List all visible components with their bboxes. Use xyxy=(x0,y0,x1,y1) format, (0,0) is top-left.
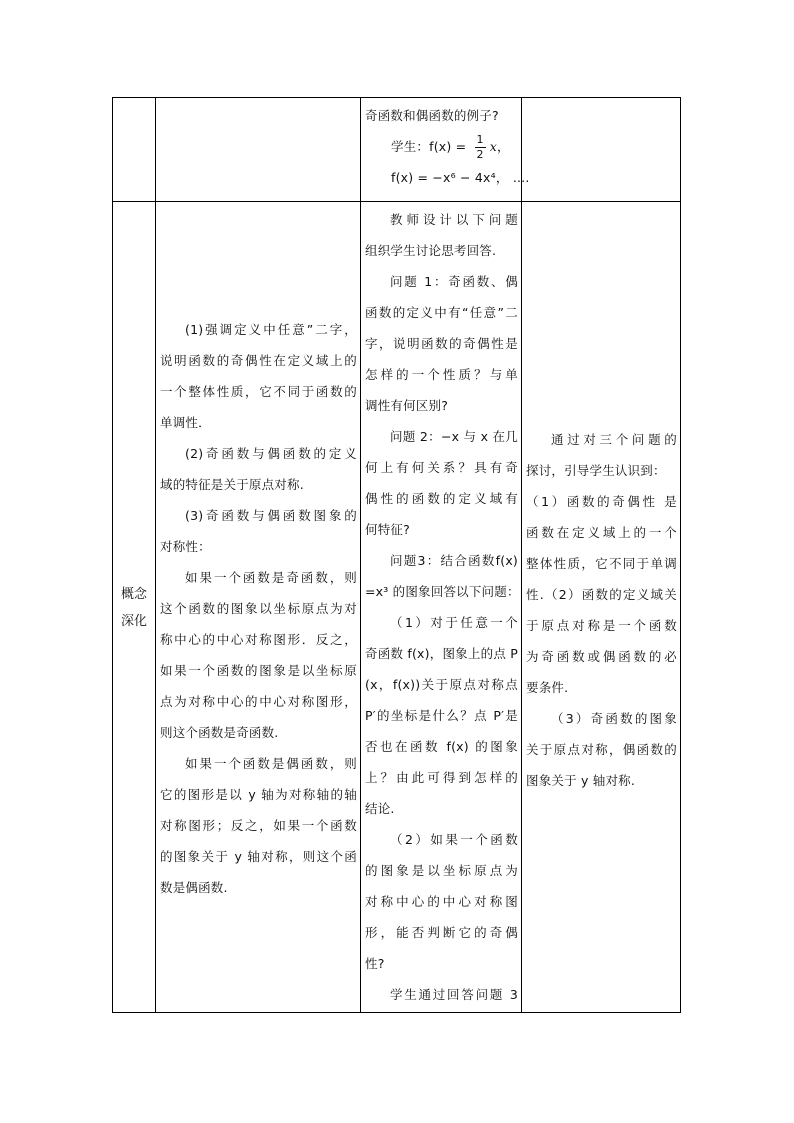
intent-line: 图象关于 y 轴对称. xyxy=(526,773,636,788)
activity-line: 问题3：结合函数f(x) xyxy=(390,553,518,568)
activity-line: 问题 1：奇函数、偶 xyxy=(390,274,518,289)
intent-line: 性.（2）函数的定义域关 xyxy=(526,587,677,602)
teaching-content-cell xyxy=(160,314,357,903)
content-line: 它的图形是以 y 轴为对称轴的轴 xyxy=(160,787,357,802)
intent-line: 函数在定义域上的一个 xyxy=(526,525,677,540)
activity-line: P′的坐标是什么？点 P′是 xyxy=(365,708,518,723)
content-line: 数是偶函数. xyxy=(160,880,228,895)
example-question: 奇函数和偶函数的例子? xyxy=(365,108,499,123)
content-line: 如果一个函数的图象是以坐标原 xyxy=(160,663,357,678)
content-line: 的图象关于 y 轴对称，则这个函 xyxy=(160,849,357,864)
activity-line: 形，能否判断它的奇偶 xyxy=(365,925,518,940)
intent-line: 通过对三个问题的 xyxy=(551,432,677,447)
activity-line: =x³ 的图象回答以下问题： xyxy=(365,584,520,599)
content-line: 则这个函数是奇函数. xyxy=(160,725,279,740)
content-line: 说明函数的奇偶性在定义域上的 xyxy=(160,353,357,368)
content-line: (3)奇函数与偶函数图象的 xyxy=(185,508,357,523)
content-line: 如果一个函数是偶函数，则 xyxy=(185,756,357,771)
top-row-activity-cell xyxy=(365,100,530,193)
fraction-one-half: $\frac{1}{2}$ xyxy=(476,133,484,161)
table-column-divider-2 xyxy=(360,97,361,1013)
table-border-top xyxy=(112,97,681,98)
intent-line: （1）函数的奇偶性 是 xyxy=(526,494,677,509)
variable-x: x xyxy=(489,139,497,154)
content-line: 对称性： xyxy=(160,539,211,554)
content-line: 这个函数的图象以坐标原点为对 xyxy=(160,601,357,616)
stage-label-line2: 深化 xyxy=(120,614,147,629)
activity-line: 组织学生讨论思考回答. xyxy=(365,243,497,258)
activity-line: 对称中心的中心对称图 xyxy=(365,894,518,909)
activity-line: 函数的定义中有“任意”二 xyxy=(365,305,518,320)
activity-line: 调性有何区别? xyxy=(365,398,449,413)
table-border-bottom xyxy=(112,1012,681,1013)
activity-line: 教师设计以下问题 xyxy=(390,212,518,227)
activity-line: 何上有何关系？具有奇 xyxy=(365,460,518,475)
activity-line: 的图象是以坐标原点为 xyxy=(365,863,518,878)
activity-line: 结论. xyxy=(365,801,395,816)
content-line: 如果一个函数是奇函数，则 xyxy=(185,570,357,585)
content-line: 域的特征是关于原点对称. xyxy=(160,477,304,492)
polynomial-example: f(x) = −x⁶ − 4x⁴， …. xyxy=(391,170,530,185)
table-border-right xyxy=(680,97,681,1013)
activity-line: （1）对于任意一个 xyxy=(390,615,518,630)
intent-line: （3）奇函数的图象 xyxy=(551,711,677,726)
activity-line: 上？由此可得到怎样的 xyxy=(365,770,518,785)
activity-line: 字，说明函数的奇偶性是 xyxy=(365,336,518,351)
design-intent-cell xyxy=(526,424,677,796)
content-line: 称中心的中心对称图形．反之， xyxy=(160,632,357,647)
table-column-divider-3 xyxy=(521,97,522,1013)
intent-line: 于原点对称是一个函数 xyxy=(526,618,677,633)
intent-line: 为奇函数或偶函数的必 xyxy=(526,649,677,664)
function-expression: f(x) = xyxy=(429,139,467,154)
intent-line: 关于原点对称，偶函数的 xyxy=(526,742,677,757)
activity-line: （2）如果一个函数 xyxy=(390,832,518,847)
intent-line: 要条件. xyxy=(526,680,569,695)
content-line: 单调性． xyxy=(160,415,211,430)
content-line: (1)强调定义中任意”二字， xyxy=(185,322,357,337)
student-label: 学生： xyxy=(391,139,430,154)
activity-line: 偶性的函数的定义域有 xyxy=(365,491,518,506)
student-answer-line: 学生：f(x) = $\frac{1}{2}$ x， xyxy=(391,133,510,161)
activity-line: 性? xyxy=(365,956,385,971)
activity-line: 怎样的一个性质？与单 xyxy=(365,367,518,382)
content-line: 一个整体性质，它不同于函数的 xyxy=(160,384,357,399)
content-line: (2)奇函数与偶函数的定义 xyxy=(185,446,357,461)
intent-line: 探讨，引导学生认识到： xyxy=(526,463,666,478)
table-row-divider xyxy=(112,201,681,202)
teacher-student-activity-cell xyxy=(365,204,518,1010)
stage-label xyxy=(113,581,155,635)
table-border-left xyxy=(112,97,113,1013)
activity-line: 何特征? xyxy=(365,522,410,537)
stage-label-line1: 概念 xyxy=(120,587,147,602)
activity-line: 问题 2：−x 与 x 在几 xyxy=(390,429,518,444)
content-line: 对称图形；反之，如果一个函数 xyxy=(160,818,357,833)
content-line: 点为对称中心的中心对称图形， xyxy=(160,694,357,709)
activity-line: 奇函数 f(x)，图象上的点 P xyxy=(365,646,518,661)
table-column-divider-1 xyxy=(155,97,156,1013)
intent-line: 整体性质，它不同于单调 xyxy=(526,556,677,571)
activity-line: (x，f(x))关于原点对称点 xyxy=(365,677,518,692)
activity-line: 否也在函数 f(x) 的图象 xyxy=(365,739,518,754)
activity-line: 学生通过回答问题 3 xyxy=(390,987,518,1002)
